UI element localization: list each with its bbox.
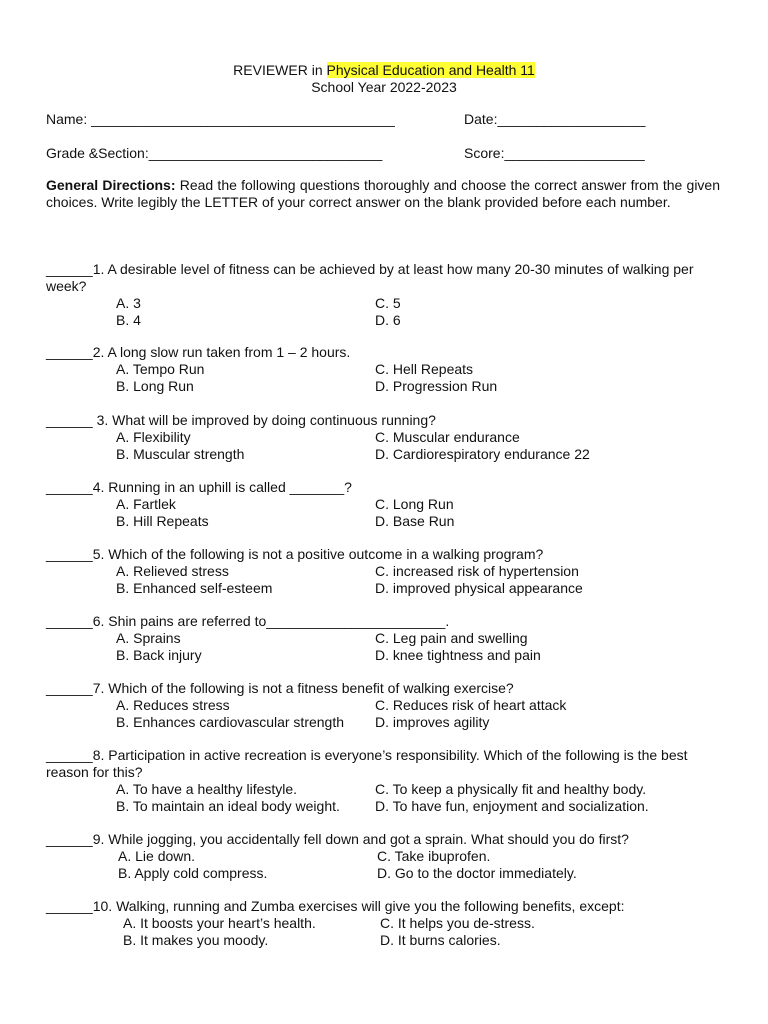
- choice-a: A. It boosts your heart’s health.: [123, 915, 316, 931]
- title-subject-highlight: Physical Education and Health 11: [326, 62, 535, 78]
- choice-b: B. Enhanced self-esteem: [116, 580, 273, 596]
- directions-label: General Directions:: [46, 177, 176, 193]
- choice-a: A. Tempo Run: [116, 361, 205, 377]
- choice-d: D. To have fun, enjoyment and socialization.: [375, 798, 649, 814]
- question-5: [46, 546, 722, 597]
- choice-c: C. Hell Repeats: [375, 361, 474, 377]
- choice-b: B. Muscular strength: [116, 446, 245, 462]
- question-stem: ______ 3. What will be improved by doing continuous running?: [46, 412, 436, 428]
- choice-b: B. It makes you moody.: [123, 932, 269, 948]
- choice-c: C. Leg pain and swelling: [375, 630, 528, 646]
- choice-d: D. Cardiorespiratory endurance 22: [375, 446, 590, 462]
- answer-choices: [123, 915, 722, 949]
- choice-a: A. Fartlek: [116, 496, 176, 512]
- choice-b: B. Apply cold compress.: [118, 865, 268, 881]
- question-10: [46, 898, 722, 949]
- question-2: [46, 344, 722, 395]
- general-directions: [46, 177, 720, 211]
- choice-b: B. Back injury: [116, 647, 202, 663]
- choice-a: A. 3: [116, 295, 141, 311]
- question-stem: ______7. Which of the following is not a fitness benefit of walking exercise?: [46, 680, 514, 696]
- choice-b: B. Hill Repeats: [116, 513, 209, 529]
- answer-choices: [116, 496, 722, 530]
- school-year: School Year 2022-2023: [311, 79, 457, 95]
- choice-a: A. Flexibility: [116, 429, 191, 445]
- choice-a: A. Sprains: [116, 630, 181, 646]
- choice-d: D. It burns calories.: [380, 932, 501, 948]
- choice-d: D. Progression Run: [375, 378, 498, 394]
- question-stem: ______1. A desirable level of fitness can be achieved by at least how many 20-30 minutes of walking per week?: [46, 261, 694, 294]
- choice-c: C. Long Run: [375, 496, 454, 512]
- question-1: [46, 261, 722, 329]
- grade-section-field: Grade &Section:______________________________: [46, 145, 383, 161]
- question-stem: ______4. Running in an uphill is called _______?: [46, 479, 352, 495]
- answer-choices: [116, 630, 722, 664]
- choice-c: C. increased risk of hypertension: [375, 563, 579, 579]
- title-prefix: REVIEWER in: [233, 62, 327, 78]
- question-3: [46, 412, 722, 463]
- question-7: [46, 680, 722, 731]
- choice-c: C. It helps you de-stress.: [380, 915, 535, 931]
- answer-choices: [118, 848, 722, 882]
- answer-choices: [116, 361, 722, 395]
- choice-b: B. Long Run: [116, 378, 194, 394]
- choice-c: C. Muscular endurance: [375, 429, 520, 445]
- question-stem: ______6. Shin pains are referred to_______________________.: [46, 613, 450, 629]
- choice-c: C. To keep a physically fit and healthy body.: [375, 781, 647, 797]
- answer-choices: [116, 697, 722, 731]
- choice-c: C. 5: [375, 295, 401, 311]
- date-field: Date:___________________: [464, 111, 646, 127]
- answer-choices: [116, 429, 722, 463]
- question-6: [46, 613, 722, 664]
- question-stem: ______2. A long slow run taken from 1 – 2 hours.: [46, 344, 351, 360]
- question-9: [46, 831, 722, 882]
- choice-d: D. Go to the doctor immediately.: [377, 865, 577, 881]
- answer-choices: [116, 781, 722, 815]
- choice-b: B. To maintain an ideal body weight.: [116, 798, 340, 814]
- directions-text: Read the following questions thoroughly and choose the correct answer from the given choices. Write legibly the LETTER of your correct answer on the blank provided before each number.: [46, 177, 721, 210]
- question-stem: ______8. Participation in active recreation is everyone’s responsibility. Which of the following is the best reason for this?: [46, 747, 688, 780]
- choice-d: D. knee tightness and pain: [375, 647, 541, 663]
- choice-b: B. 4: [116, 312, 141, 328]
- choice-c: C. Reduces risk of heart attack: [375, 697, 567, 713]
- name-field: Name: _______________________________________: [46, 111, 395, 127]
- choice-d: D. improves agility: [375, 714, 490, 730]
- question-stem: ______9. While jogging, you accidentally fell down and got a sprain. What should you do first?: [46, 831, 629, 847]
- answer-choices: [116, 295, 722, 329]
- choice-c: C. Take ibuprofen.: [377, 848, 491, 864]
- score-field: Score:__________________: [464, 145, 645, 161]
- question-stem: ______5. Which of the following is not a positive outcome in a walking program?: [46, 546, 544, 562]
- choice-d: D. improved physical appearance: [375, 580, 583, 596]
- answer-choices: [116, 563, 722, 597]
- document-title: [0, 62, 768, 78]
- question-8: [46, 747, 722, 815]
- choice-d: D. 6: [375, 312, 401, 328]
- choice-a: A. To have a healthy lifestyle.: [116, 781, 298, 797]
- question-4: [46, 479, 722, 530]
- choice-a: A. Relieved stress: [116, 563, 229, 579]
- choice-b: B. Enhances cardiovascular strength: [116, 714, 345, 730]
- choice-a: A. Reduces stress: [116, 697, 230, 713]
- choice-d: D. Base Run: [375, 513, 455, 529]
- question-stem: ______10. Walking, running and Zumba exercises will give you the following benefits, except:: [46, 898, 625, 914]
- choice-a: A. Lie down.: [118, 848, 196, 864]
